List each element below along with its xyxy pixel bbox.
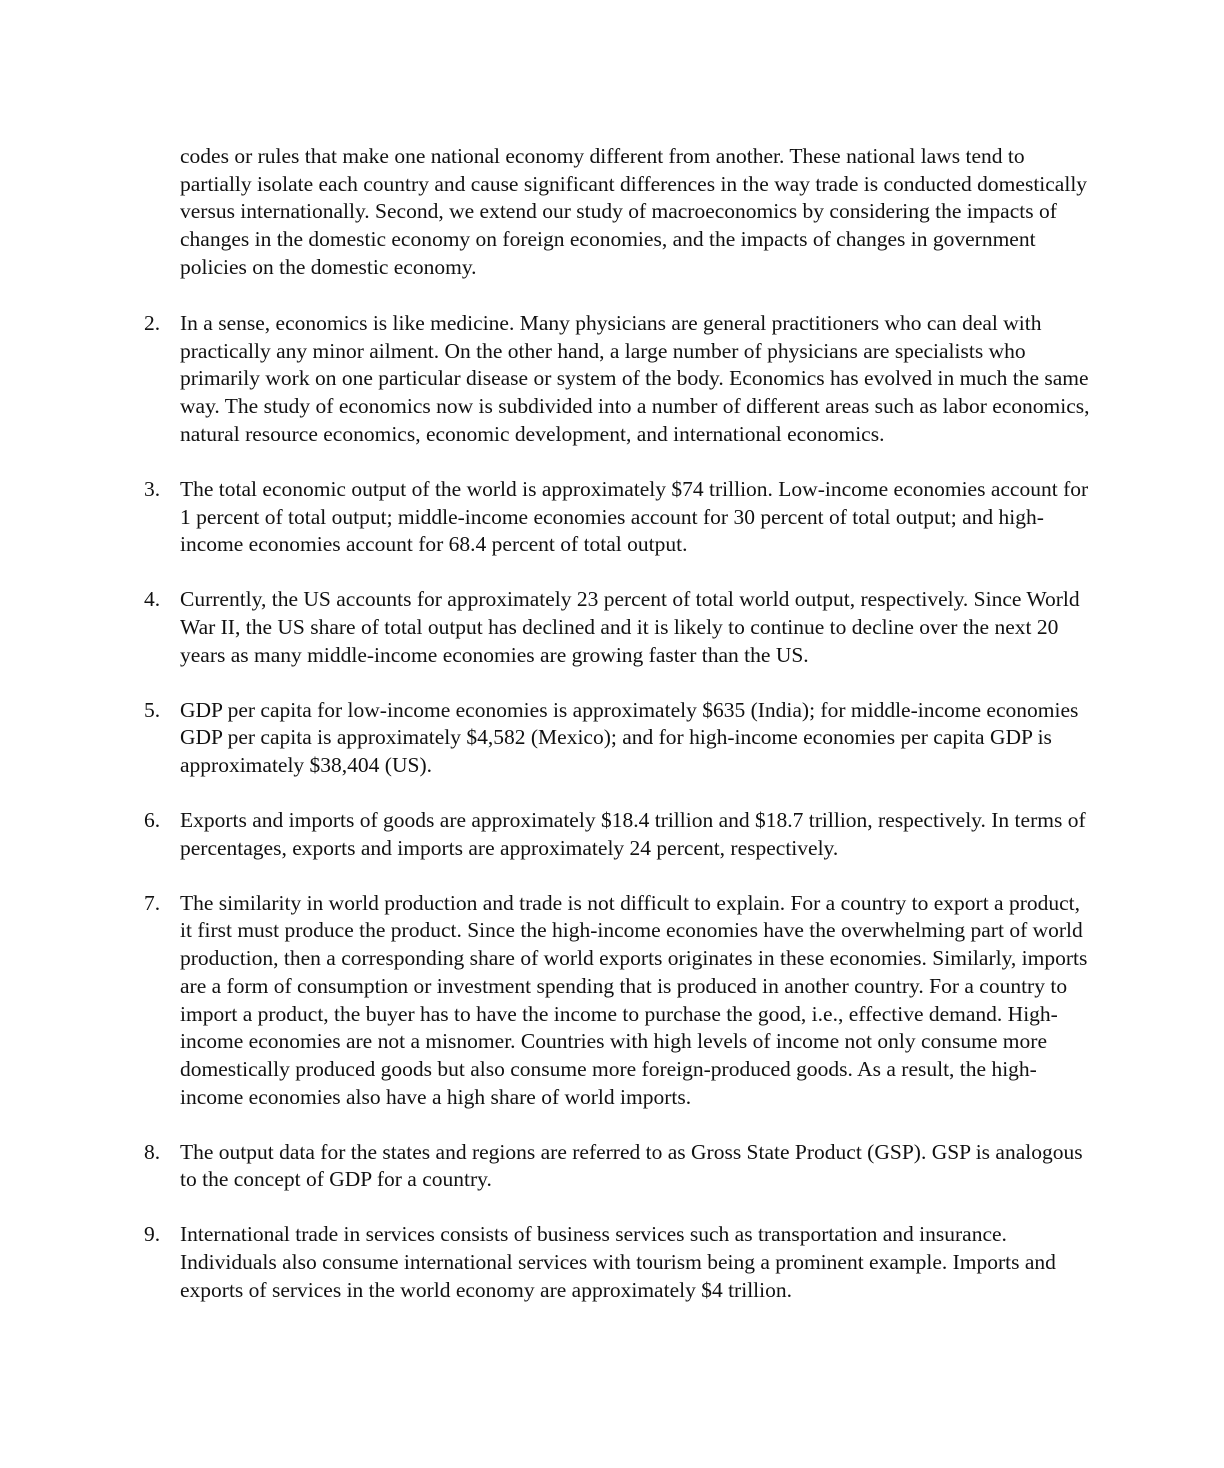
list-item: [140, 310, 1090, 449]
item-text: International trade in services consists of business services such as transportation and insurance. Individuals also consume international services with tourism being a prominent example. Imports and exports of services in the world economy are approximately $4 trillion.: [180, 1222, 1056, 1302]
item-text: The output data for the states and regions are referred to as Gross State Product (GSP). GSP is analogous to the concept of GDP for a country.: [180, 1139, 1083, 1192]
item-number: 7.: [144, 890, 161, 915]
list-item: [140, 1139, 1090, 1194]
list-item: [140, 586, 1090, 669]
item-number: 6.: [144, 808, 161, 833]
item-number: 8.: [144, 1139, 161, 1164]
item-text: The total economic output of the world is approximately $74 trillion. Low-income economies account for 1 percent of total output; middle-income economies account for 30 percent of total output; and high-income economies account for 68.4 percent of total output.: [180, 476, 1089, 557]
item-text: The similarity in world production and trade is not difficult to explain. For a country to export a product, it first must produce the product. Since the high-income economies have the overwhelming part of world production, then a corresponding share of world exports originates in these economies. Similarly, imports are a form of consumption or investment spending that is produced in another country. For a country to import a product, the buyer has to have the income to purchase the good, i.e., effective demand. High-income economies are not a misnomer. Countries with high levels of income not only consume more domestically produced goods but also consume more foreign-produced goods. As a result, the high-income economies also have a high share of world imports.: [180, 890, 1088, 1109]
list-item: [140, 1221, 1090, 1304]
item-number: 5.: [144, 697, 161, 722]
item-number: 9.: [144, 1222, 161, 1247]
list-item: [140, 697, 1090, 780]
list-item: [140, 807, 1090, 862]
item-text: Currently, the US accounts for approximately 23 percent of total world output, respectively. Since World War II, the US share of total output has declined and it is likely to continue to decline over the next 20 years as many middle-income economies are growing faster than the US.: [180, 587, 1080, 667]
item-number: 3.: [144, 476, 161, 501]
answer-list: [140, 310, 1090, 1332]
item-number: 2.: [144, 311, 161, 335]
list-item: [140, 476, 1090, 559]
item-text: Exports and imports of goods are approximately $18.4 trillion and $18.7 trillion, respectively. In terms of percentages, exports and imports are approximately 24 percent, respectively.: [180, 808, 1086, 860]
list-item: [140, 890, 1090, 1112]
item-text: GDP per capita for low-income economies is approximately $635 (India); for middle-income economies GDP per capita is approximately $4,582 (Mexico); and for high-income economies per capita GDP is approximately $38,404 (US).: [180, 697, 1079, 778]
item-number: 4.: [144, 587, 161, 612]
continuation-paragraph: codes or rules that make one national economy different from another. These national laws tend to partially isolate each country and cause significant differences in the way trade is conducted domestically versus internationally. Second, we extend our study of macroeconomics by considering the impacts of changes in the domestic economy on foreign economies, and the impacts of changes in government policies on the domestic economy.: [180, 144, 1088, 279]
item-text: In a sense, economics is like medicine. Many physicians are general practitioners who can deal with practically any minor ailment. On the other hand, a large number of physicians are specialists who primarily work on one particular disease or system of the body. Economics has evolved in much the same way. The study of economics now is subdivided into a number of different areas such as labor economics, natural resource economics, economic development, and international economics.: [180, 311, 1090, 446]
